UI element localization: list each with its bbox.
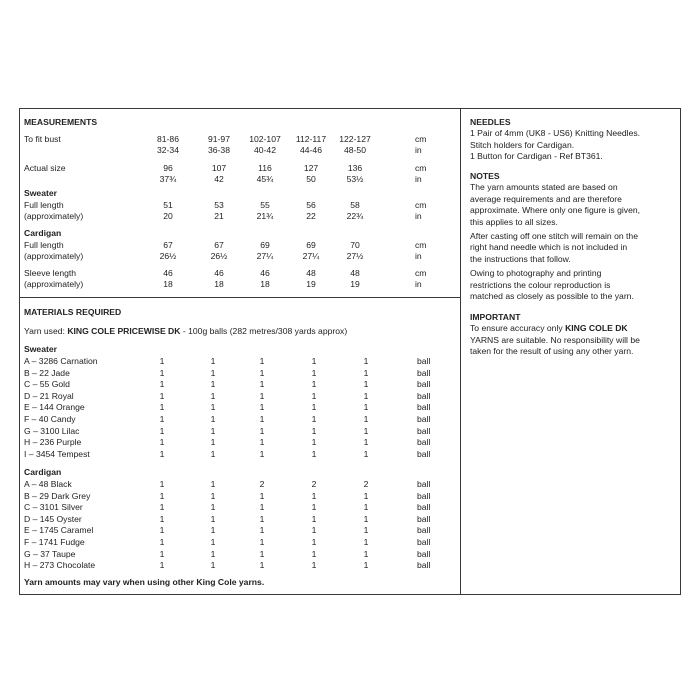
yarn-row (24, 514, 454, 526)
unit-cm: cm (415, 268, 427, 278)
size-value-in: 50 (306, 174, 316, 185)
ball-quantity: 1 (259, 502, 265, 513)
ball-unit: ball (417, 402, 431, 413)
important-line: YARNS are suitable. No responsibility will be (470, 334, 640, 345)
ball-quantity: 1 (159, 502, 165, 513)
ball-quantity: 1 (210, 490, 216, 501)
ball-quantity: 1 (311, 414, 317, 424)
size-value-cm: 67 (214, 240, 224, 250)
notes-line: matched as closely as possible to the yarn. (470, 291, 634, 302)
ball-quantity: 1 (210, 437, 216, 448)
size-value-cm: 48 (306, 268, 316, 278)
yarn-row (24, 391, 454, 403)
size-value-in: 19 (306, 279, 316, 290)
ball-quantity: 1 (159, 356, 165, 366)
ball-quantity: 1 (259, 548, 265, 559)
ball-quantity: 1 (363, 490, 369, 501)
yarn-colour: D – 21 Royal (24, 390, 74, 401)
measurement-label: To fit bust (24, 134, 61, 144)
ball-quantity: 1 (363, 513, 369, 524)
size-value (242, 163, 288, 186)
ball-quantity: 2 (259, 479, 265, 489)
ball-quantity: 1 (311, 356, 317, 366)
size-value-in: 27½ (346, 251, 364, 262)
size-value-in: 26½ (210, 251, 228, 262)
ball-quantity: 1 (363, 560, 369, 571)
yarn-used-name: KING COLE PRICEWISE DK (67, 326, 181, 336)
yarn-row (24, 502, 454, 514)
ball-quantity: 1 (259, 437, 265, 448)
size-value (288, 240, 334, 263)
ball-quantity: 1 (159, 560, 165, 571)
notes-line: average requirements and are therefore (470, 193, 622, 204)
unit-in: in (415, 251, 422, 262)
yarn-row (24, 402, 454, 414)
ball-quantity: 1 (159, 425, 165, 436)
unit-in: in (415, 174, 422, 185)
yarn-colour: C – 3101 Silver (24, 502, 83, 513)
size-value-in: 37¾ (159, 174, 177, 185)
yarn-colour: E – 1745 Caramel (24, 525, 94, 536)
ball-quantity: 1 (311, 402, 317, 413)
ball-quantity: 1 (311, 513, 317, 524)
important-heading: IMPORTANT (470, 312, 521, 322)
ball-quantity: 1 (259, 560, 265, 571)
important-brand: KING COLE DK (565, 323, 628, 334)
yarn-row (24, 525, 454, 537)
size-value (242, 268, 288, 291)
ball-quantity: 1 (159, 548, 165, 559)
size-value-in: 21 (214, 211, 224, 222)
size-value-in: 26½ (159, 251, 177, 262)
size-value (288, 200, 334, 223)
size-value-cm: 112-117 (295, 134, 327, 144)
ball-quantity: 1 (159, 437, 165, 448)
ball-quantity: 1 (311, 425, 317, 436)
ball-quantity: 1 (210, 525, 216, 536)
cardigan-size-heading: Cardigan (24, 228, 62, 238)
ball-unit: ball (417, 379, 431, 390)
ball-unit: ball (417, 425, 431, 436)
notes-section (470, 171, 675, 302)
ball-quantity: 1 (259, 390, 265, 401)
notes-line: the instructions that follow. (470, 253, 571, 264)
ball-quantity: 1 (259, 513, 265, 524)
size-value-in: 19 (350, 279, 360, 290)
unit-in: in (415, 145, 422, 156)
size-value (196, 163, 242, 186)
ball-unit: ball (417, 414, 431, 424)
needles-line: 1 Button for Cardigan - Ref BT361. (470, 151, 603, 162)
notes-heading: NOTES (470, 171, 500, 181)
ball-unit: ball (417, 513, 431, 524)
size-value (196, 268, 242, 291)
yarn-row (24, 549, 454, 561)
yarn-colour: F – 40 Candy (24, 414, 76, 424)
ball-quantity: 1 (311, 379, 317, 390)
yarn-colour: G – 37 Taupe (24, 548, 76, 559)
ball-quantity: 1 (259, 367, 265, 378)
ball-quantity: 1 (210, 448, 216, 459)
unit-label (415, 200, 445, 223)
ball-quantity: 1 (159, 537, 165, 547)
sweater-size-heading: Sweater (24, 188, 57, 198)
ball-quantity: 1 (363, 448, 369, 459)
size-value-in: 18 (163, 279, 173, 290)
yarn-row (24, 491, 454, 503)
size-value-in: 18 (214, 279, 224, 290)
ball-quantity: 1 (363, 379, 369, 390)
size-value-cm: 96 (163, 163, 173, 173)
ball-quantity: 1 (311, 502, 317, 513)
ball-quantity: 1 (311, 367, 317, 378)
ball-quantity: 1 (363, 537, 369, 547)
needles-section (470, 117, 675, 163)
size-value-in: 45¾ (256, 174, 274, 185)
measurement-row (24, 200, 454, 224)
yarn-colour: F – 1741 Fudge (24, 537, 85, 547)
ball-quantity: 1 (363, 548, 369, 559)
size-value-cm: 81-86 (157, 134, 179, 144)
measurement-row (24, 163, 454, 187)
ball-quantity: 1 (259, 379, 265, 390)
ball-unit: ball (417, 525, 431, 536)
notes-line: this applies to all sizes. (470, 216, 558, 227)
ball-quantity: 1 (363, 402, 369, 413)
ball-quantity: 1 (210, 356, 216, 366)
ball-unit: ball (417, 367, 431, 378)
size-value-in: 22 (306, 211, 316, 222)
cardigan-yarn-heading: Cardigan (24, 467, 62, 477)
ball-quantity: 1 (363, 390, 369, 401)
size-value-in: 44-46 (300, 145, 322, 156)
ball-unit: ball (417, 560, 431, 571)
size-value (145, 163, 191, 186)
ball-quantity: 1 (259, 402, 265, 413)
yarn-row (24, 479, 454, 491)
yarn-colour: B – 29 Dark Grey (24, 490, 91, 501)
size-value-in: 27¼ (302, 251, 320, 262)
size-value (242, 200, 288, 223)
unit-cm: cm (415, 240, 427, 250)
notes-line: After casting off one stitch will remain on the (470, 231, 638, 242)
size-value (288, 268, 334, 291)
yarn-row (24, 426, 454, 438)
important-line (470, 323, 675, 334)
size-value-cm: 46 (214, 268, 224, 278)
ball-quantity: 1 (311, 548, 317, 559)
size-value-cm: 107 (211, 163, 227, 173)
size-value-in: 36-38 (208, 145, 230, 156)
measurement-label-line: Full length (24, 200, 64, 210)
important-section (470, 312, 675, 358)
size-value (332, 240, 378, 263)
ball-unit: ball (417, 537, 431, 547)
size-value-in: 18 (260, 279, 270, 290)
size-value (196, 134, 242, 157)
section-divider (19, 297, 461, 298)
ball-quantity: 1 (259, 537, 265, 547)
size-value-cm: 122-127 (339, 134, 371, 144)
yarn-colour: E – 144 Orange (24, 402, 85, 413)
ball-quantity: 1 (210, 414, 216, 424)
ball-quantity: 1 (311, 560, 317, 571)
yarn-row (24, 356, 454, 368)
ball-unit: ball (417, 548, 431, 559)
ball-quantity: 1 (311, 490, 317, 501)
ball-quantity: 1 (363, 525, 369, 536)
ball-quantity: 1 (210, 479, 216, 489)
ball-quantity: 1 (159, 390, 165, 401)
ball-quantity: 1 (311, 437, 317, 448)
measurement-label-line: (approximately) (24, 211, 84, 222)
sweater-yarn-heading: Sweater (24, 344, 57, 354)
size-value (242, 240, 288, 263)
size-value (288, 134, 334, 157)
size-value (288, 163, 334, 186)
ball-quantity: 1 (159, 525, 165, 536)
ball-quantity: 1 (363, 437, 369, 448)
ball-quantity: 1 (210, 402, 216, 413)
ball-quantity: 1 (363, 356, 369, 366)
yarn-row (24, 368, 454, 380)
size-value-in: 53½ (346, 174, 364, 185)
yarn-colour: A – 48 Black (24, 479, 72, 489)
materials-heading: MATERIALS REQUIRED (24, 307, 122, 317)
ball-quantity: 1 (311, 525, 317, 536)
unit-label (415, 268, 445, 291)
size-value-cm: 46 (163, 268, 173, 278)
size-value-cm: 55 (260, 200, 270, 210)
yarn-row (24, 437, 454, 449)
size-value (332, 134, 378, 157)
ball-quantity: 1 (210, 537, 216, 547)
ball-quantity: 1 (259, 414, 265, 424)
measurement-label-line: Full length (24, 240, 64, 250)
ball-quantity: 1 (311, 448, 317, 459)
size-value-in: 22¾ (346, 211, 364, 222)
size-value-in: 48-50 (344, 145, 366, 156)
ball-quantity: 1 (259, 525, 265, 536)
ball-quantity: 1 (210, 425, 216, 436)
measurement-label: Actual size (24, 163, 66, 173)
size-value-cm: 136 (347, 163, 363, 173)
size-value (196, 200, 242, 223)
unit-in: in (415, 279, 422, 290)
size-value-in: 42 (214, 174, 224, 185)
size-value (332, 268, 378, 291)
ball-quantity: 1 (259, 490, 265, 501)
size-value-cm: 46 (260, 268, 270, 278)
ball-unit: ball (417, 490, 431, 501)
size-value-in: 27¼ (256, 251, 274, 262)
yarn-colour: H – 236 Purple (24, 437, 82, 448)
size-value (196, 240, 242, 263)
ball-quantity: 1 (159, 414, 165, 424)
ball-quantity: 1 (210, 367, 216, 378)
notes-line: right hand needle which is not included in (470, 242, 628, 253)
needles-line: Stitch holders for Cardigan. (470, 139, 575, 150)
needles-heading: NEEDLES (470, 117, 511, 127)
yarn-used-prefix: Yarn used: (24, 326, 68, 336)
unit-cm: cm (415, 200, 427, 210)
ball-quantity: 1 (259, 425, 265, 436)
yarn-colour: I – 3454 Tempest (24, 448, 90, 459)
measurement-label (24, 240, 154, 263)
size-value-in: 40-42 (254, 145, 276, 156)
ball-quantity: 1 (159, 367, 165, 378)
important-prefix: To ensure accuracy only (470, 323, 566, 334)
size-value-cm: 51 (163, 200, 173, 210)
ball-quantity: 1 (363, 502, 369, 513)
yarn-row (24, 537, 454, 549)
ball-quantity: 1 (159, 448, 165, 459)
notes-line: The yarn amounts stated are based on (470, 182, 618, 193)
yarn-row (24, 414, 454, 426)
ball-quantity: 1 (210, 379, 216, 390)
measurement-label (24, 200, 154, 223)
notes-line: Owing to photography and printing (470, 268, 602, 279)
size-value-cm: 116 (258, 163, 272, 173)
yarn-colour: D – 145 Oyster (24, 513, 82, 524)
ball-quantity: 1 (210, 390, 216, 401)
size-value-cm: 102-107 (249, 134, 281, 144)
size-value-cm: 58 (350, 200, 360, 210)
yarn-colour: B – 22 Jade (24, 367, 70, 378)
yarn-colour: H – 273 Chocolate (24, 560, 96, 571)
ball-quantity: 1 (210, 560, 216, 571)
measurement-row (24, 134, 454, 158)
size-value (145, 200, 191, 223)
yarn-colour: C – 55 Gold (24, 379, 70, 390)
size-value-cm: 70 (350, 240, 360, 250)
size-value-cm: 69 (306, 240, 316, 250)
size-value (332, 200, 378, 223)
size-value-in: 21¾ (256, 211, 274, 222)
ball-quantity: 1 (159, 402, 165, 413)
size-value-cm: 69 (260, 240, 270, 250)
size-value (242, 134, 288, 157)
ball-quantity: 1 (210, 502, 216, 513)
ball-quantity: 1 (363, 367, 369, 378)
ball-unit: ball (417, 448, 431, 459)
ball-quantity: 1 (159, 490, 165, 501)
notes-line: restrictions the colour reproduction is (470, 279, 611, 290)
measurements-heading: MEASUREMENTS (24, 117, 98, 127)
ball-unit: ball (417, 437, 431, 448)
measurement-row (24, 240, 454, 264)
notes-line: approximate. Where only one figure is given, (470, 205, 641, 216)
ball-quantity: 2 (311, 479, 317, 489)
yarn-used-suffix: - 100g balls (282 metres/308 yards approx) (180, 326, 348, 336)
yarn-row (24, 560, 454, 572)
ball-unit: ball (417, 479, 431, 489)
unit-label (415, 240, 445, 263)
ball-quantity: 1 (159, 513, 165, 524)
ball-quantity: 1 (159, 379, 165, 390)
size-value (332, 163, 378, 186)
needles-line: 1 Pair of 4mm (UK8 - US6) Knitting Needles. (470, 128, 641, 139)
yarn-row (24, 449, 454, 461)
column-divider (460, 108, 461, 595)
unit-label (415, 134, 445, 157)
ball-quantity: 1 (210, 548, 216, 559)
size-value-cm: 56 (306, 200, 316, 210)
yarn-colour: G – 3100 Lilac (24, 425, 80, 436)
ball-quantity: 1 (311, 390, 317, 401)
size-value-cm: 48 (350, 268, 360, 278)
important-line: taken for the result of using any other yarn. (470, 346, 634, 357)
size-value-cm: 127 (303, 163, 319, 173)
measurement-label-line: (approximately) (24, 251, 84, 262)
measurement-label (24, 268, 154, 291)
ball-quantity: 1 (259, 356, 265, 366)
ball-quantity: 1 (311, 537, 317, 547)
size-value-in: 20 (163, 211, 173, 222)
size-value-cm: 67 (163, 240, 173, 250)
unit-cm: cm (415, 134, 427, 144)
ball-unit: ball (417, 502, 431, 513)
ball-quantity: 1 (363, 425, 369, 436)
yarn-colour: A – 3286 Carnation (24, 356, 98, 366)
unit-cm: cm (415, 163, 427, 173)
size-value (145, 134, 191, 157)
unit-label (415, 163, 445, 186)
ball-unit: ball (417, 390, 431, 401)
size-value-cm: 91-97 (208, 134, 230, 144)
measurement-label-line: (approximately) (24, 279, 84, 290)
size-value-cm: 53 (214, 200, 224, 210)
yarn-footer-note: Yarn amounts may vary when using other King Cole yarns. (24, 577, 265, 587)
ball-unit: ball (417, 356, 431, 366)
yarn-row (24, 379, 454, 391)
size-value (145, 240, 191, 263)
size-value (145, 268, 191, 291)
measurement-label-line: Sleeve length (24, 268, 77, 278)
ball-quantity: 1 (159, 479, 165, 489)
measurement-row (24, 268, 454, 292)
size-value-in: 32-34 (157, 145, 179, 156)
ball-quantity: 1 (363, 414, 369, 424)
ball-quantity: 1 (210, 513, 216, 524)
ball-quantity: 1 (259, 448, 265, 459)
yarn-used-line (24, 326, 347, 337)
unit-in: in (415, 211, 422, 222)
ball-quantity: 2 (363, 479, 369, 489)
